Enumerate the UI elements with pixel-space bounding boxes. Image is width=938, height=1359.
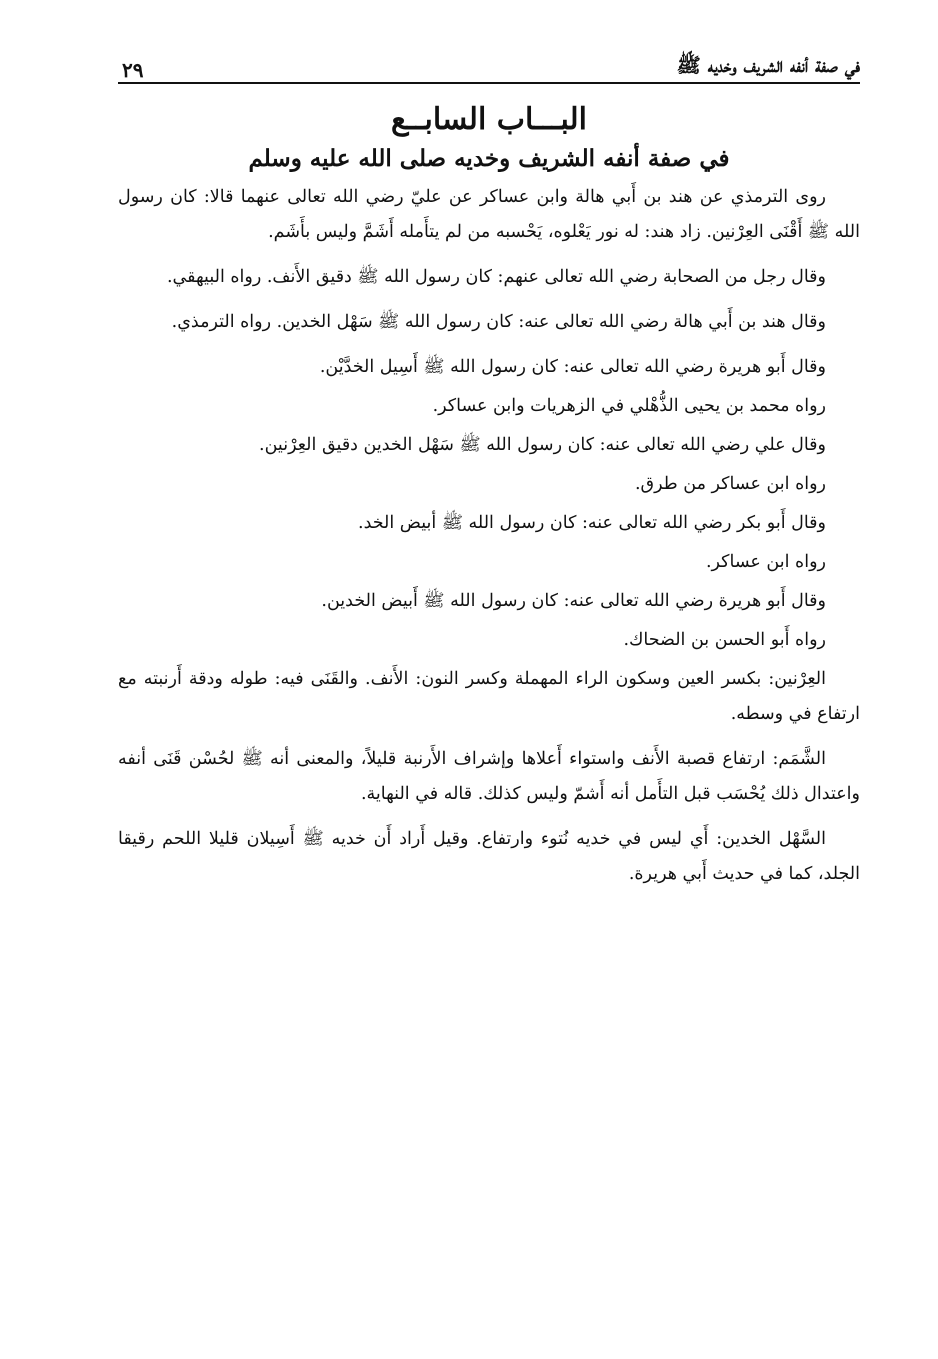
paragraph: رواه محمد بن يحيى الذُّهْلي في الزهريات وابن عساكر. bbox=[432, 396, 826, 416]
paragraph: وقال هند بن أَبي هالة رضي الله تعالى عنه: كان رسول الله ﷺ سَهْل الخدين. رواه الترمذي. bbox=[171, 312, 826, 332]
chapter-subtitle: في صفة أنفه الشريف وخديه صلى الله عليه وسلم bbox=[248, 145, 730, 172]
paragraph: وقال أَبو هريرة رضي الله تعالى عنه: كان رسول الله ﷺ أَسِيل الخدَّيْن. bbox=[319, 357, 826, 377]
book-page bbox=[118, 38, 860, 902]
paragraph: وقال أَبو هريرة رضي الله تعالى عنه: كان رسول الله ﷺ أَبيض الخدين. bbox=[321, 591, 826, 611]
paragraph: وقال أَبو بكر رضي الله تعالى عنه: كان رسول الله ﷺ أبيض الخد. bbox=[358, 513, 826, 533]
paragraph: وقال علي رضي الله تعالى عنه: كان رسول الله ﷺ سَهْل الخدين دقيق العِرْنين. bbox=[259, 435, 826, 455]
paragraph: رواه ابن عساكر. bbox=[705, 552, 826, 572]
paragraph: روى الترمذي عن هند بن أَبي هالة وابن عساكر عن عليّ رضي الله تعالى عنهما قالا: كان رسول الله ﷺ أَقْنَى العِرْنين. زاد هند: له نور يَعْلوه، يَحْسبه من لم يتأَمله أَشَمَّ وليس بأَشَم. bbox=[118, 187, 860, 242]
running-title: في صفة أنفه الشريف وخديه ﷺ bbox=[676, 53, 860, 77]
paragraph: العِرْنين: بكسر العين وسكون الراء المهملة وكسر النون: الأَنف. والقَنَى فيه: طوله ودقة أَرنبته مع ارتفاع في وسطه. bbox=[118, 669, 860, 724]
paragraph: الشَّمَم: ارتفاع قصبة الأَنف واستواء أَعلاها وإشراف الأَرنبة قليلاً، والمعنى أنه ﷺ لحُسْن قَنَى أنفه واعتدال ذلك يُحْسَب قبل التأَمل أنه أَشمّ وليس كذلك. قاله في النهاية. bbox=[118, 749, 860, 804]
paragraph: السَّهْل الخدين: أَي ليس في خديه نُتوء وارتفاع. وقيل أَراد أَن خديه ﷺ أَسِيلان قليلا اللحم رقيقا الجلد، كما في حديث أَبي هريرة. bbox=[118, 829, 860, 884]
paragraph: رواه أَبو الحسن بن الضحاك. bbox=[623, 630, 826, 650]
page-number: ٢٩ bbox=[122, 58, 144, 82]
paragraph: رواه ابن عساكر من طرق. bbox=[634, 474, 826, 494]
chapter-title: البـــاب السابــع bbox=[391, 102, 587, 137]
running-header bbox=[118, 38, 860, 84]
paragraph: وقال رجل من الصحابة رضي الله تعالى عنهم: كان رسول الله ﷺ دقيق الأَنف. رواه البيهقي. bbox=[166, 267, 826, 287]
